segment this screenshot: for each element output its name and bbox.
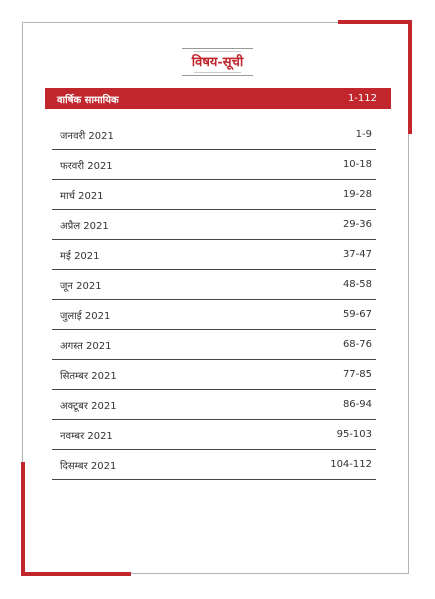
toc-month: जून 2021 <box>60 280 102 292</box>
toc-row[interactable] <box>52 420 376 450</box>
toc-pages: 10-18 <box>342 159 372 170</box>
title-rule <box>194 72 241 73</box>
toc-row[interactable] <box>52 180 376 210</box>
toc-pages: 59-67 <box>342 309 372 320</box>
toc-pages: 19-28 <box>342 189 372 200</box>
toc-row[interactable] <box>52 390 376 420</box>
toc-month: अप्रैल 2021 <box>60 220 109 232</box>
toc-row[interactable] <box>52 240 376 270</box>
section-header-label: वार्षिक सामायिक <box>57 94 119 106</box>
toc-pages: 37-47 <box>342 249 372 260</box>
title-area <box>0 46 435 78</box>
toc-month: दिसम्बर 2021 <box>60 460 117 472</box>
toc-month: जुलाई 2021 <box>60 310 111 322</box>
toc-row[interactable] <box>52 270 376 300</box>
toc-row[interactable] <box>52 330 376 360</box>
corner-accent-bottom-left <box>21 572 131 576</box>
corner-accent-top-right <box>338 20 412 24</box>
toc-pages: 1-9 <box>355 129 372 140</box>
title-frame <box>188 46 247 78</box>
section-header-range: 1-112 <box>347 93 377 104</box>
toc-month: सितम्बर 2021 <box>60 370 117 382</box>
toc-pages: 48-58 <box>342 279 372 290</box>
toc-month: मार्च 2021 <box>60 190 104 202</box>
toc-row[interactable] <box>52 450 376 480</box>
toc-row[interactable] <box>52 360 376 390</box>
toc-pages: 29-36 <box>342 219 372 230</box>
toc-pages: 68-76 <box>342 339 372 350</box>
toc-month: नवम्बर 2021 <box>60 430 113 442</box>
toc-month: फरवरी 2021 <box>60 160 113 172</box>
section-header-bar <box>45 88 391 109</box>
toc-row[interactable] <box>52 120 376 150</box>
title-rule <box>182 48 253 49</box>
title-rule <box>182 75 253 76</box>
toc-row[interactable] <box>52 210 376 240</box>
toc-pages: 95-103 <box>336 429 372 440</box>
toc-row[interactable] <box>52 150 376 180</box>
toc-list <box>52 120 376 480</box>
toc-month: मई 2021 <box>60 250 100 262</box>
corner-accent-bottom-left-vertical <box>21 462 25 576</box>
toc-month: अक्टूबर 2021 <box>60 400 117 412</box>
toc-month: जनवरी 2021 <box>60 130 114 142</box>
page-title: विषय-सूची <box>191 55 244 70</box>
toc-month: अगस्त 2021 <box>60 340 112 352</box>
toc-pages: 77-85 <box>342 369 372 380</box>
title-rule <box>194 51 241 52</box>
toc-pages: 104-112 <box>330 459 372 470</box>
toc-row[interactable] <box>52 300 376 330</box>
toc-pages: 86-94 <box>342 399 372 410</box>
